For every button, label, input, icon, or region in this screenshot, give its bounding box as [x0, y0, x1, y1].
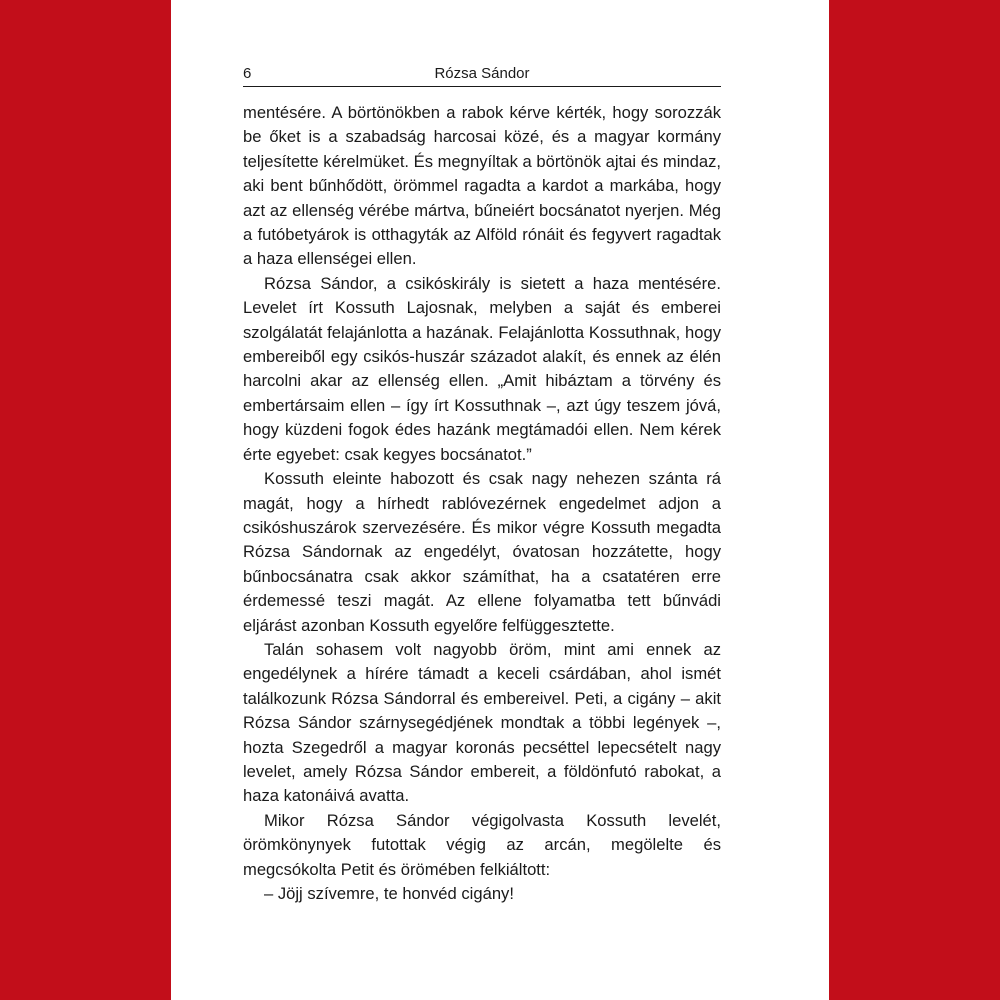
paragraph: Kossuth eleinte habozott és csak nagy nehezen szánta rá magát, hogy a hírhedt rablóvezérnek engedelmet adjon a csikóshuszárok szervezésére. És mikor végre Kossuth megadta Rózsa Sándornak az engedélyt, óvatosan hozzátette, hogy bűnbocsánatra csak akkor számíthat, ha a csatatéren erre érdemessé teszi magát. Az ellene folyamatba tett bűnvádi eljárást azonban Kossuth egyelőre felfüggesztette. — [243, 469, 721, 635]
body-text — [243, 101, 721, 906]
paragraph: Rózsa Sándor, a csikóskirály is sietett a haza mentésére. Levelet írt Kossuth Lajosnak, melyben a saját és emberei szolgálatát felajánlotta a hazának. Felajánlotta Kossuthnak, hogy embereiből egy csikós-huszár századot alakít, és ennek az élén harcolni akar az ellenség ellen. „Amit hibáztam a törvény és embertársaim ellen – így írt Kossuthnak –, azt úgy teszem jóvá, hogy küzdeni fogok édes hazánk megtámadói ellen. Nem kérek érte egyebet: csak kegyes bocsánatot.” — [243, 273, 721, 464]
paragraph: Mikor Rózsa Sándor végigolvasta Kossuth levelét, örömkönynyek futottak végig az arcán, megölelte és megcsókolta Petit és örömében felkiáltott: — [243, 810, 721, 879]
paragraph: mentésére. A börtönökben a rabok kérve kérték, hogy sorozzák be őket is a szabadság harcosai közé, és a magyar kormány teljesítette kérelmüket. És megnyíltak a börtönök ajtai és mindaz, aki bent bűnhődött, örömmel ragadta a kardot a markába, hogy azt az ellenség vérébe mártva, bűneiért bocsánatot nyerjen. Még a futóbetyárok is otthagyták az Alföld rónáit és fegyvert ragadtak a haza ellenségei ellen. — [243, 103, 721, 269]
running-head — [243, 64, 721, 87]
dialogue-line: – Jöjj szívemre, te honvéd cigány! — [264, 884, 514, 903]
book-page — [171, 0, 829, 1000]
paragraph: Talán sohasem volt nagyobb öröm, mint ami ennek az engedélynek a hírére támadt a keceli csárdában, ahol ismét találkozunk Rózsa Sándorral és embereivel. Peti, a cigány – akit Rózsa Sándor szárnysegédjének mondtak a többi legények –, hozta Szegedről a magyar koronás pecséttel lepecsételt nagy levelet, amely Rózsa Sándor embereit, a földönfutó rabokat, a haza katonáivá avatta. — [243, 639, 721, 806]
running-head-title: Rózsa Sándor — [434, 65, 530, 82]
page-number: 6 — [243, 65, 252, 82]
